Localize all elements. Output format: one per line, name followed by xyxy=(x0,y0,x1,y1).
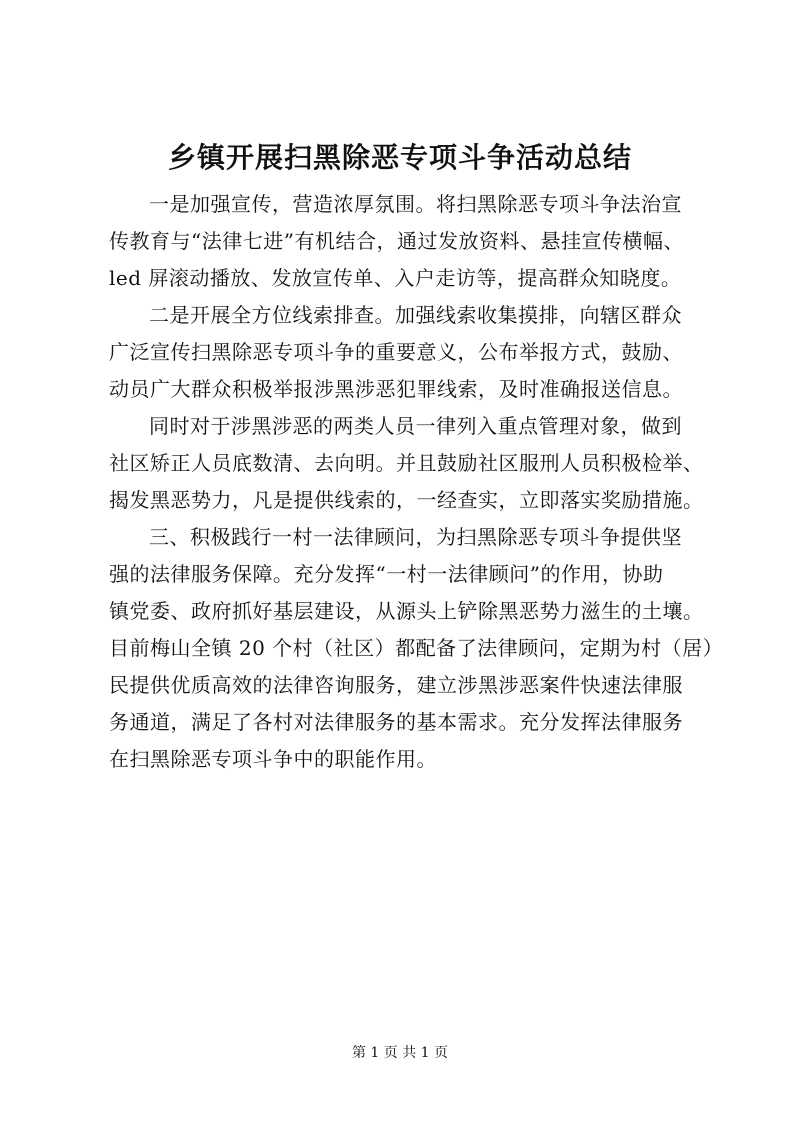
paragraph-2-line-3: 动员广大群众积极举报涉黑涉恶犯罪线索，及时准确报送信息。 xyxy=(109,377,683,401)
paragraph-3-line-1: 同时对于涉黑涉恶的两类人员一律列入重点管理对象，做到 xyxy=(149,414,682,438)
paragraph-4-line-3: 镇党委、政府抓好基层建设，从源头上铲除黑恶势力滋生的土壤。 xyxy=(109,599,704,623)
paragraph-3-line-3: 揭发黑恶势力，凡是提供线索的，一经查实，立即落实奖励措施。 xyxy=(109,488,704,512)
document-title: 乡镇开展扫黑除恶专项斗争活动总结 xyxy=(167,141,632,174)
paragraph-2-line-2: 广泛宣传扫黑除恶专项斗争的重要意义，公布举报方式，鼓励、 xyxy=(109,340,683,364)
paragraph-1-line-2: 传教育与“法律七进”有机结合，通过发放资料、悬挂宣传横幅、 xyxy=(109,229,684,253)
paragraph-4-line-5: 民提供优质高效的法律咨询服务，建立涉黑涉恶案件快速法律服 xyxy=(109,673,683,697)
document-body xyxy=(109,186,724,778)
paragraph-2-line-1: 二是开展全方位线索排查。加强线索收集摸排，向辖区群众 xyxy=(149,303,682,327)
paragraph-4-line-1: 三、积极践行一村一法律顾问，为扫黑除恶专项斗争提供坚 xyxy=(149,525,682,549)
paragraph-4-line-2: 强的法律服务保障。充分发挥“一村一法律顾问”的作用，协助 xyxy=(109,562,664,586)
paragraph-4-line-4: 目前梅山全镇 20 个村（社区）都配备了法律顾问，定期为村（居） xyxy=(109,636,724,660)
paragraph-3-line-2: 社区矫正人员底数清、去向明。并且鼓励社区服刑人员积极检举、 xyxy=(109,451,704,475)
paragraph-1-line-3: led 屏滚动播放、发放宣传单、入户走访等，提高群众知晓度。 xyxy=(109,266,682,290)
paragraph-4-line-6: 务通道，满足了各村对法律服务的基本需求。充分发挥法律服务 xyxy=(109,710,683,734)
paragraph-1-line-1: 一是加强宣传，营造浓厚氛围。将扫黑除恶专项斗争法治宣 xyxy=(149,192,682,216)
page-number-footer: 第 1 页 共 1 页 xyxy=(351,1045,449,1061)
paragraph-4-line-7: 在扫黑除恶专项斗争中的职能作用。 xyxy=(109,747,437,771)
